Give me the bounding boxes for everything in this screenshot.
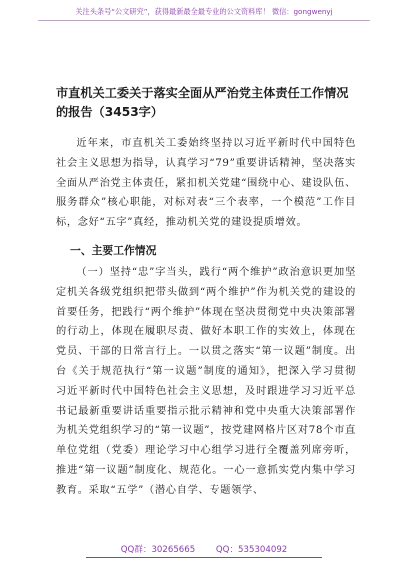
footer-divider: [86, 557, 322, 558]
section-heading: 一、主要工作情况: [70, 243, 157, 257]
document-body: [56, 84, 356, 501]
section-paragraph: （一）坚持“忠”字当头，践行“两个维护”政治意识更加坚定机关各级党组织把带头做到“两个维护”作为机关党的建设的首要任务，把践行“两个维护”体现在坚决贯彻党中央决策部署的行动上，体现在履职尽责、做好本职工作的实效上，体现在党员、干部的日常言行上。一以贯之落实“第一议题”制度。出台《关于规范执行“第一议题”制度的通知》，把深入学习贯彻习近平新时代中国特色社会主义思想，及时跟进学习习近平总书记最新重要讲话重要指示批示精神和党中央重大决策部署作为机关党组织学习的“第一议题”，按党建网格片区对78个市直单位党组（党委）理论学习中心组学习进行全覆盖列席旁听，推进“第一议题”制度化、规范化。一心一意抓实党内集中学习教育。采取“五学”（潜心自学、专题领学、: [56, 266, 356, 496]
header-promo-note: 关注头条号“公文研究”，获得最新最全最专业的公文资料库！ 微信：gongwenyj: [75, 7, 333, 16]
document-title: 市直机关工委关于落实全面从严治党主体责任工作情况的报告（3453字）: [56, 86, 349, 119]
intro-paragraph: 近年来，市直机关工委始终坚持以习近平新时代中国特色社会主义思想为指导，认真学习“79”重要讲话精神，坚决落实全面从严治党主体责任，紧扣机关党建“围绕中心、建设队伍、服务群众”核心职能，对标对表“三个表率，一个模范”工作目标，念好“五字”真经，推动机关党的建设提质增效。: [56, 138, 356, 229]
footer-contact-note: QQ群：30265665 QQ：535304092: [120, 545, 288, 555]
header-divider: [38, 20, 370, 21]
